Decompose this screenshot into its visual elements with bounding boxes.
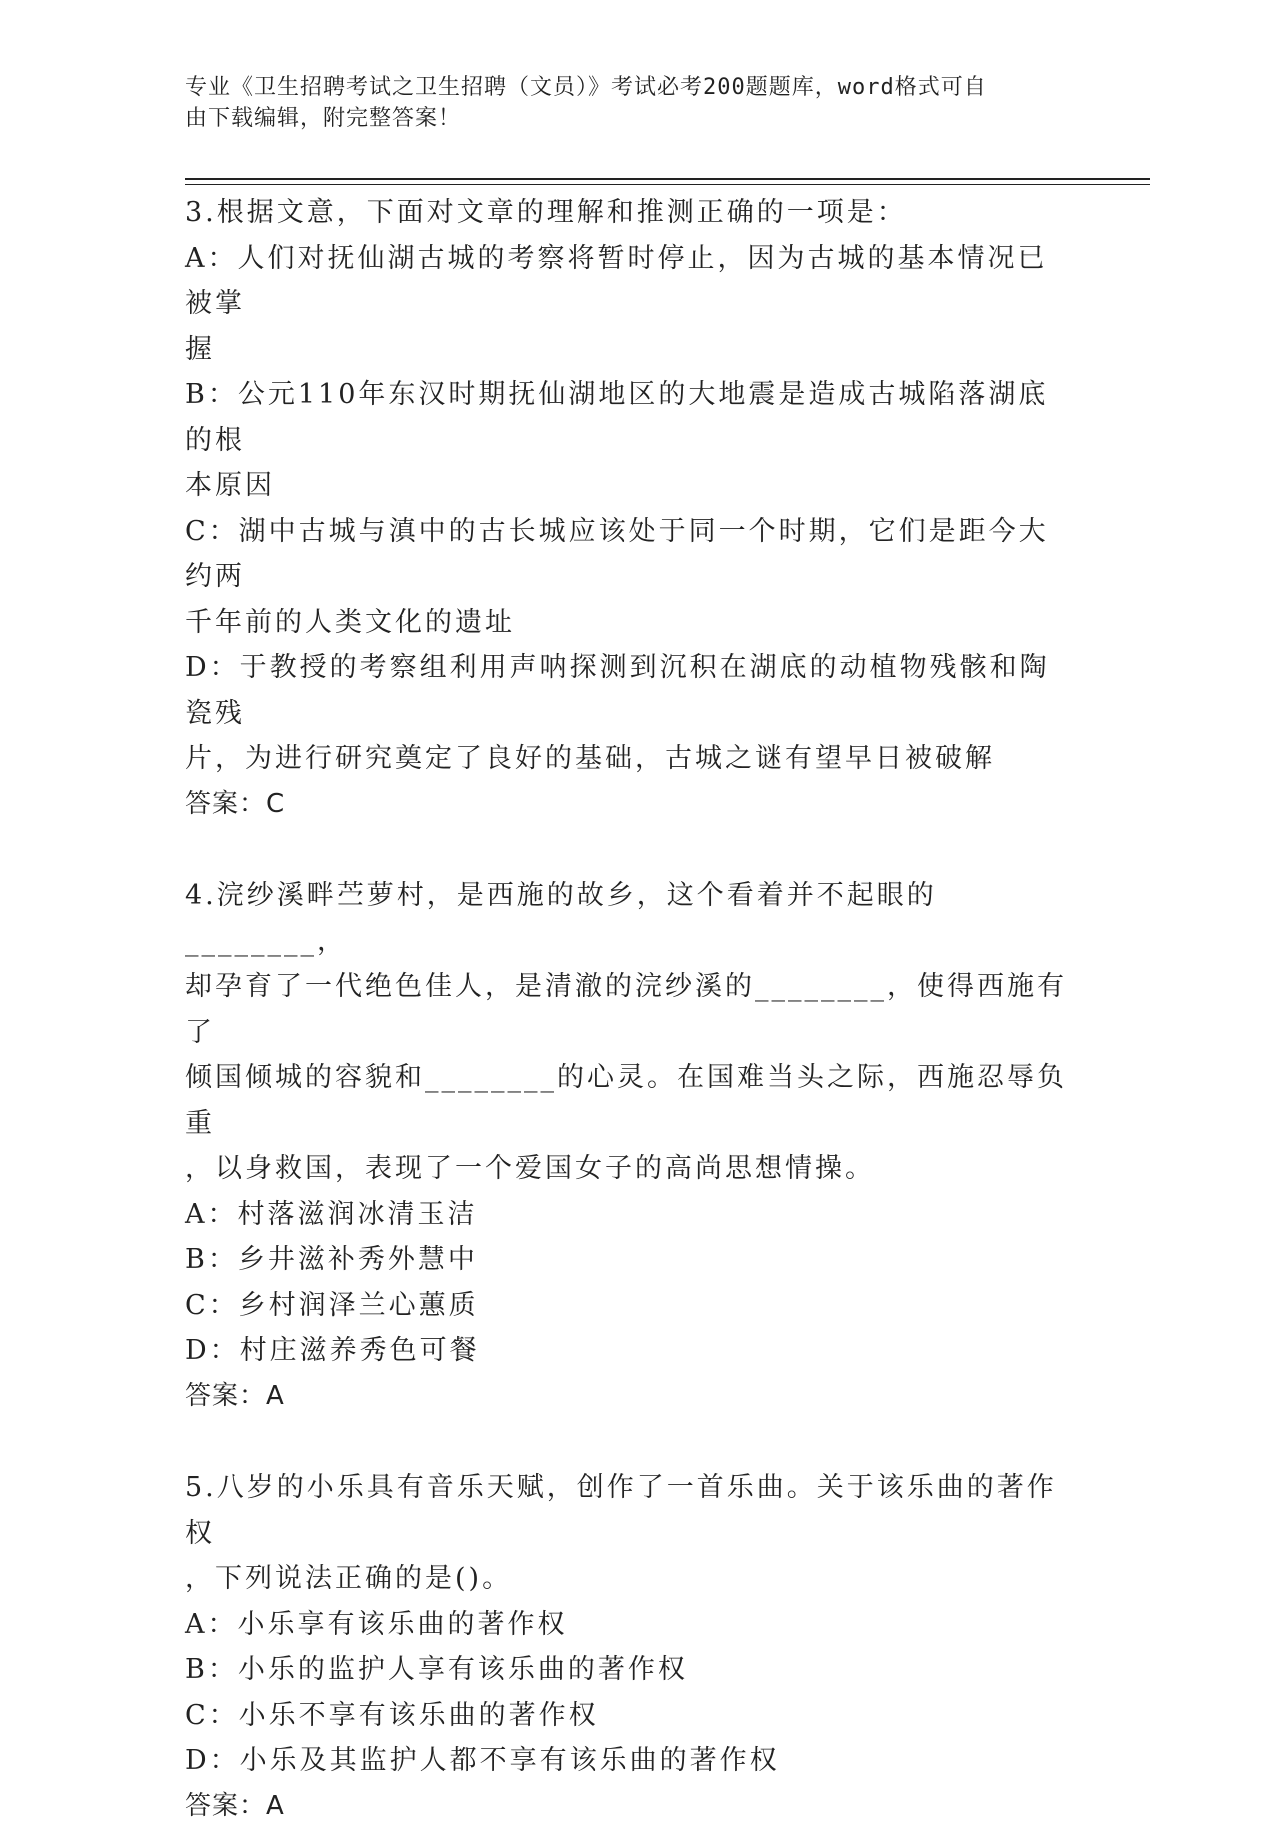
header-divider-thick	[185, 178, 1150, 180]
question-spacer	[185, 827, 1075, 873]
question-5	[185, 1465, 1075, 1829]
answer-label: 答案：C	[185, 782, 1075, 828]
option-a: A：村落滋润冰清玉洁	[185, 1192, 1075, 1238]
question-text-line: 倾国倾城的容貌和________的心灵。在国难当头之际，西施忍辱负重	[185, 1055, 1075, 1146]
answer-label: 答案：A	[185, 1784, 1075, 1829]
question-4	[185, 873, 1075, 1419]
option-d	[185, 645, 1075, 782]
question-3	[185, 190, 1075, 827]
question-text-line: ，以身救国，表现了一个爱国女子的高尚思想情操。	[185, 1146, 1075, 1192]
option-b	[185, 372, 1075, 509]
option-line: 握	[185, 327, 1075, 373]
option-line: C：湖中古城与滇中的古长城应该处于同一个时期，它们是距今大约两	[185, 509, 1075, 600]
option-c: C：小乐不享有该乐曲的著作权	[185, 1693, 1075, 1739]
option-b: B：乡井滋补秀外慧中	[185, 1237, 1075, 1283]
option-a: A：小乐享有该乐曲的著作权	[185, 1602, 1075, 1648]
option-c: C：乡村润泽兰心蕙质	[185, 1283, 1075, 1329]
answer-label: 答案：A	[185, 1374, 1075, 1420]
option-d: D：村庄滋养秀色可餐	[185, 1328, 1075, 1374]
option-line: A：人们对抚仙湖古城的考察将暂时停止，因为古城的基本情况已被掌	[185, 236, 1075, 327]
question-spacer	[185, 1419, 1075, 1465]
question-text-line: 4.浣纱溪畔苎萝村，是西施的故乡，这个看着并不起眼的________，	[185, 873, 1075, 964]
question-text-line: ，下列说法正确的是()。	[185, 1556, 1075, 1602]
option-line: 千年前的人类文化的遗址	[185, 600, 1075, 646]
document-header	[185, 72, 1065, 134]
header-line-1: 专业《卫生招聘考试之卫生招聘（文员）》考试必考200题题库，word格式可自	[185, 72, 1065, 103]
option-line: B：公元110年东汉时期抚仙湖地区的大地震是造成古城陷落湖底的根	[185, 372, 1075, 463]
header-divider-thin	[185, 184, 1150, 185]
option-line: D：于教授的考察组利用声呐探测到沉积在湖底的动植物残骸和陶瓷残	[185, 645, 1075, 736]
header-line-2: 由下载编辑，附完整答案！	[185, 103, 1065, 134]
option-line: 本原因	[185, 463, 1075, 509]
question-text-line: 5.八岁的小乐具有音乐天赋，创作了一首乐曲。关于该乐曲的著作权	[185, 1465, 1075, 1556]
option-line: 片，为进行研究奠定了良好的基础，古城之谜有望早日被破解	[185, 736, 1075, 782]
question-text-line: 却孕育了一代绝色佳人，是清澈的浣纱溪的________，使得西施有了	[185, 964, 1075, 1055]
question-text-line: 3.根据文意，下面对文章的理解和推测正确的一项是：	[185, 190, 1075, 236]
option-d: D：小乐及其监护人都不享有该乐曲的著作权	[185, 1738, 1075, 1784]
option-b: B：小乐的监护人享有该乐曲的著作权	[185, 1647, 1075, 1693]
questions-list	[185, 190, 1075, 1829]
option-c	[185, 509, 1075, 646]
option-a	[185, 236, 1075, 373]
